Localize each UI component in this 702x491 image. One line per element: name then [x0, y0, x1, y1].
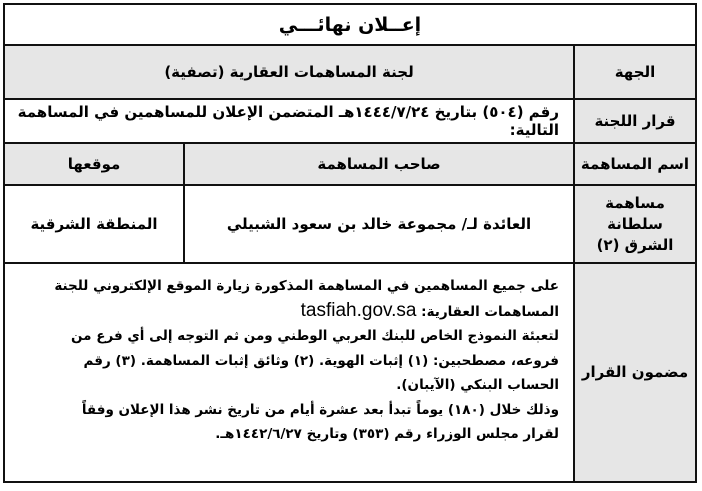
notice-title: إعــلان نهائـــي [5, 5, 695, 46]
content-line: على جميع المساهمين في المساهمة المذكورة زيارة الموقع الإلكتروني للجنة [54, 278, 559, 294]
owner-value: العائدة لـ/ مجموعة خالد بن سعود الشبيلي [183, 186, 573, 262]
table-value-row [5, 186, 695, 264]
owner-header: صاحب المساهمة [183, 144, 573, 184]
location-value: المنطقة الشرقية [5, 186, 183, 262]
content-line: الحساب البنكي (الآيبان). [396, 377, 559, 393]
contribution-name-label: اسم المساهمة [573, 144, 695, 184]
decision-value: رقم (٥٠٤) بتاريخ ١٤٤٤/٧/٢٤هـ المتضمن الإعلان للمساهمين في المساهمة التالية: [5, 100, 573, 142]
entity-value: لجنة المساهمات العقارية (تصفية) [5, 46, 573, 98]
decision-row [5, 100, 695, 144]
content-line: وذلك خلال (١٨٠) يوماً تبدأ بعد عشرة أيام من تاريخ نشر هذا الإعلان وفقاً [81, 401, 559, 418]
decision-content-label: مضمون القرار [573, 264, 695, 481]
entity-label: الجهة [573, 46, 695, 98]
entity-row [5, 46, 695, 100]
table-header-row [5, 144, 695, 186]
contribution-value-label: مساهمة سلطانة الشرق (٢) [573, 186, 695, 262]
decision-content-body [5, 264, 573, 481]
decision-label: قرار اللجنة [573, 100, 695, 142]
content-row [5, 264, 695, 481]
content-line: فروعه، مصطحبين: (١) إثبات الهوية. (٢) وثائق إثبات المساهمة. (٣) رقم [83, 352, 559, 369]
content-line: لقرار مجلس الوزراء رقم (٣٥٣) وتاريخ ١٤٤٢/٦/٢٧هـ. [215, 426, 559, 442]
website-link[interactable]: tasfiah.gov.sa [300, 299, 417, 321]
content-line: لتعبئة النموذج الخاص للبنك العربي الوطني ومن ثم التوجه إلى أي فرع من [71, 328, 559, 344]
content-line-prefix: المساهمات العقارية: [421, 303, 559, 320]
content-line [17, 299, 559, 325]
location-header: موقعها [5, 144, 183, 184]
notice-frame [3, 3, 697, 483]
